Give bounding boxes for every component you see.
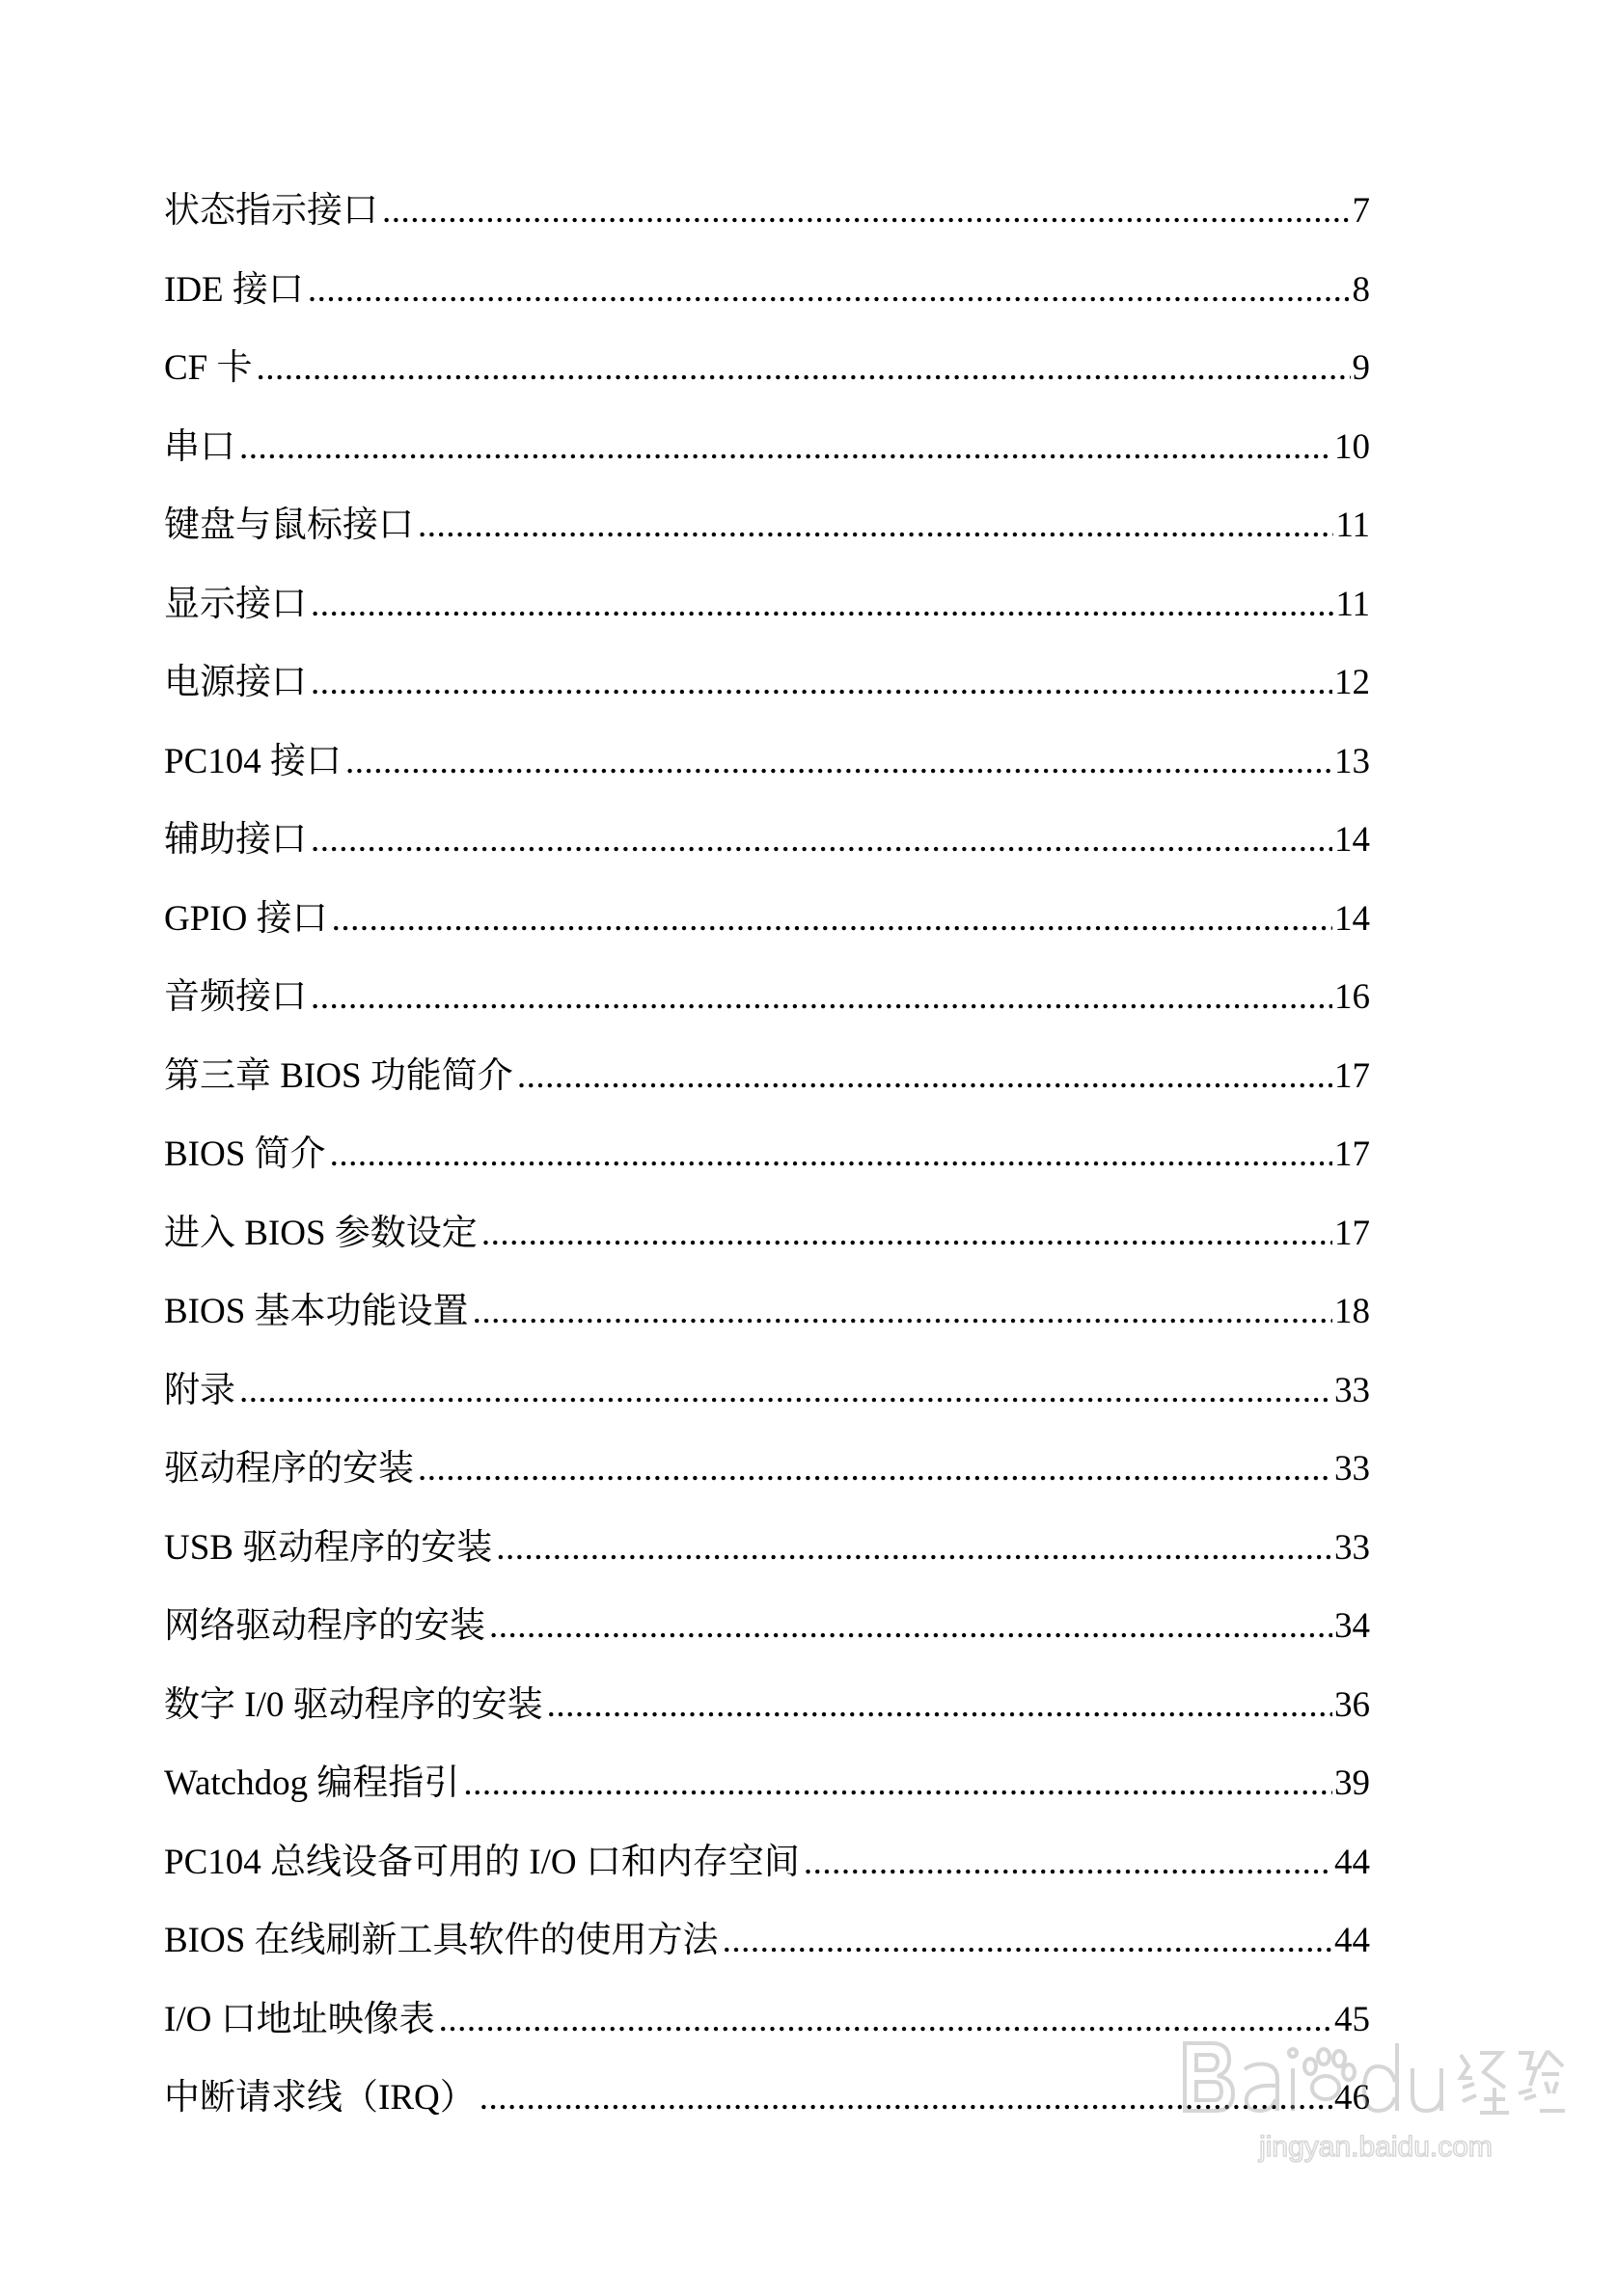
toc-dot-leader [473, 1272, 1332, 1352]
svg-text:jingyan.baidu.com: jingyan.baidu.com [1259, 2131, 1493, 2163]
toc-entry-title: IDE 接口 [164, 269, 304, 310]
toc-entry-page: 44 [1334, 1842, 1370, 1882]
toc-entry-title: Watchdog 编程指引 [164, 1763, 460, 1803]
toc-entry[interactable] [164, 1744, 1370, 1823]
toc-entry-page: 18 [1334, 1292, 1370, 1331]
toc-entry-page: 17 [1334, 1055, 1370, 1096]
toc-entry-title: PC104 总线设备可用的 I/O 口和内存空间 [164, 1842, 800, 1882]
toc-dot-leader [308, 251, 1351, 330]
toc-entry-page: 11 [1335, 584, 1370, 624]
toc-dot-leader [311, 801, 1332, 880]
toc-entry-title: PC104 接口 [164, 741, 343, 781]
toc-entry-page: 12 [1334, 663, 1370, 702]
baidu-jingyan-watermark [1173, 2026, 1578, 2171]
toc-entry-title: 驱动程序的安装 [164, 1449, 414, 1489]
toc-dot-leader [239, 408, 1332, 487]
toc-entry-page: 46 [1334, 2078, 1370, 2118]
toc-dot-leader [330, 1115, 1332, 1194]
toc-dot-leader [496, 1509, 1332, 1588]
toc-entry-page: 14 [1334, 820, 1370, 860]
toc-entry-page: 33 [1334, 1370, 1370, 1410]
toc-entry[interactable] [164, 1901, 1370, 1981]
toc-entry-page: 33 [1334, 1527, 1370, 1568]
toc-entry[interactable] [164, 1037, 1370, 1116]
toc-entry-title: 显示接口 [164, 584, 307, 624]
toc-dot-leader [332, 880, 1332, 959]
toc-entry[interactable] [164, 1115, 1370, 1194]
toc-dot-leader [311, 958, 1332, 1037]
toc-entry[interactable] [164, 723, 1370, 802]
toc-entry-page: 16 [1334, 977, 1370, 1017]
toc-entry-title: GPIO 接口 [164, 898, 328, 939]
toc-entry-page: 45 [1334, 1999, 1370, 2039]
toc-entry-page: 11 [1335, 506, 1370, 545]
toc-entry-title: USB 驱动程序的安装 [164, 1527, 493, 1568]
toc-entry[interactable] [164, 172, 1370, 251]
toc-dot-leader [489, 1587, 1332, 1666]
toc-entry-title: BIOS 基本功能设置 [164, 1292, 469, 1331]
toc-entry[interactable] [164, 880, 1370, 959]
toc-entry-title: I/O 口地址映像表 [164, 1999, 435, 2039]
toc-entry-title: 第三章 BIOS 功能简介 [164, 1055, 513, 1096]
toc-entry[interactable] [164, 565, 1370, 644]
toc-entry-page: 44 [1334, 1921, 1370, 1960]
toc-entry-title: 状态指示接口 [164, 191, 378, 231]
toc-dot-leader [418, 486, 1333, 565]
toc-entry-page: 17 [1334, 1213, 1370, 1253]
toc-dot-leader [418, 1430, 1332, 1509]
toc-entry[interactable] [164, 1352, 1370, 1431]
toc-dot-leader [804, 1823, 1332, 1902]
toc-entry-page: 33 [1334, 1449, 1370, 1489]
toc-dot-leader [239, 1352, 1332, 1431]
toc-entry-page: 10 [1334, 426, 1370, 467]
toc-dot-leader [463, 1744, 1332, 1823]
toc-entry[interactable] [164, 1509, 1370, 1588]
toc-entry[interactable] [164, 1194, 1370, 1273]
toc-entry[interactable] [164, 408, 1370, 487]
toc-entry[interactable] [164, 1666, 1370, 1745]
toc-entry[interactable] [164, 251, 1370, 330]
toc-entry-title: 数字 I/0 驱动程序的安装 [164, 1684, 543, 1725]
toc-entry-page: 36 [1334, 1684, 1370, 1725]
toc-entry-title: 电源接口 [164, 663, 307, 702]
toc-dot-leader [481, 1194, 1332, 1273]
toc-entry-page: 13 [1334, 741, 1370, 781]
toc-entry[interactable] [164, 643, 1370, 723]
toc-entry-title: 网络驱动程序的安装 [164, 1606, 485, 1646]
toc-dot-leader [547, 1666, 1332, 1745]
toc-entry-title: 中断请求线（IRQ） [164, 2078, 476, 2118]
toc-entry-page: 39 [1334, 1763, 1370, 1803]
toc-entry-title: BIOS 在线刷新工具软件的使用方法 [164, 1921, 719, 1960]
toc-dot-leader [311, 643, 1332, 723]
toc-dot-leader [382, 172, 1351, 251]
toc-entry-page: 34 [1334, 1606, 1370, 1646]
toc-entry[interactable] [164, 801, 1370, 880]
toc-entry-title: 附录 [164, 1370, 235, 1410]
toc-entry-page: 17 [1334, 1134, 1370, 1174]
toc-entry-title: 进入 BIOS 参数设定 [164, 1213, 478, 1253]
toc-entry[interactable] [164, 486, 1370, 565]
toc-entry-title: 键盘与鼠标接口 [164, 506, 414, 545]
toc-entry-page: 8 [1352, 269, 1370, 310]
toc-entry-title: 辅助接口 [164, 820, 307, 860]
toc-dot-leader [311, 565, 1333, 644]
toc-entry-page: 7 [1352, 191, 1370, 231]
toc-dot-leader [723, 1901, 1332, 1981]
toc-entry-title: 音频接口 [164, 977, 307, 1017]
toc-entry[interactable] [164, 1587, 1370, 1666]
toc-entry[interactable] [164, 1430, 1370, 1509]
toc-entry[interactable] [164, 329, 1370, 408]
table-of-contents [164, 172, 1370, 2138]
toc-entry-page: 14 [1334, 898, 1370, 939]
toc-entry[interactable] [164, 1272, 1370, 1352]
toc-dot-leader [345, 723, 1332, 802]
toc-entry[interactable] [164, 1823, 1370, 1902]
toc-dot-leader [257, 329, 1351, 408]
toc-entry-title: 串口 [164, 426, 235, 467]
toc-entry[interactable] [164, 958, 1370, 1037]
toc-entry-title: CF 卡 [164, 348, 253, 388]
toc-entry-title: BIOS 简介 [164, 1134, 326, 1174]
toc-entry-page: 9 [1352, 348, 1370, 388]
toc-dot-leader [517, 1037, 1332, 1116]
